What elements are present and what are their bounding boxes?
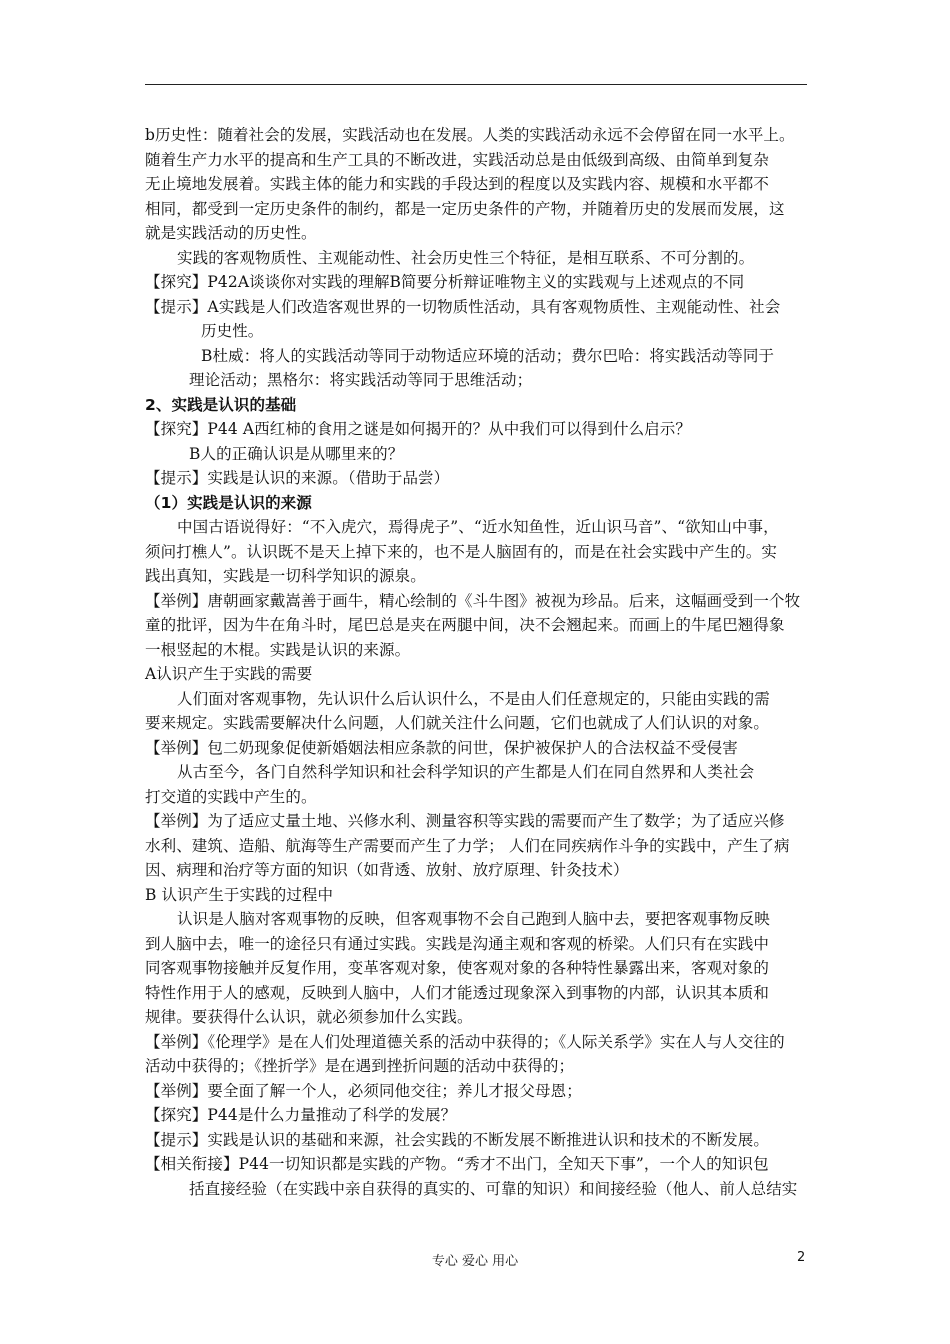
text-line: 童的批评，因为牛在角斗时，尾巴总是夹在两腿中间，决不会翘起来。而画上的牛尾巴翘得象 bbox=[145, 616, 785, 634]
text-line: 【举例】要全面了解一个人，必须同他交往；养儿才报父母恩； bbox=[145, 1081, 582, 1100]
section-heading: （1）实践是认识的来源 bbox=[145, 493, 312, 512]
text-line: 规律。要获得什么认识，就必须参加什么实践。 bbox=[145, 1008, 473, 1026]
text-line: 须问打樵人”。认识既不是天上掉下来的，也不是人脑固有的，而是在社会实践中产生的。实 bbox=[145, 542, 778, 561]
section-heading: 2、实践是认识的基础 bbox=[145, 395, 297, 414]
text-line: 人们面对客观事物，先认识什么后认识什么，不是由人们任意规定的，只能由实践的需 bbox=[177, 689, 770, 708]
text-line: 特性作用于人的感观，反映到人脑中，人们才能透过现象深入到事物的内部，认识其本质和 bbox=[145, 983, 770, 1002]
text-line: 水利、建筑、造船、航海等生产需要而产生了力学； 人们在同疾病作斗争的实践中，产生了病 bbox=[145, 836, 790, 855]
text-line: 践出真知，实践是一切科学知识的源泉。 bbox=[145, 567, 426, 585]
text-line: 理论活动；黑格尔：将实践活动等同于思维活动； bbox=[189, 371, 533, 389]
text-line: 【提示】实践是认识的基础和来源，社会实践的不断发展不断推进认识和技术的不断发展。 bbox=[145, 1130, 770, 1149]
text-line: 历史性。 bbox=[201, 322, 264, 340]
text-line: 要来规定。实践需要解决什么问题，人们就关注什么问题，它们也就成了人们认识的对象。 bbox=[145, 714, 770, 732]
text-line: 【举例】唐朝画家戴嵩善于画牛，精心绘制的《斗牛图》被视为珍品。后来，这幅画受到一个牧 bbox=[145, 591, 801, 610]
text-line: 活动中获得的；《挫折学》是在遇到挫折问题的活动中获得的； bbox=[145, 1057, 575, 1075]
text-line: 打交道的实践中产生的。 bbox=[145, 787, 317, 806]
text-line: 到人脑中去，唯一的途径只有通过实践。实践是沟通主观和客观的桥梁。人们只有在实践中 bbox=[145, 934, 770, 953]
text-line: 中国古语说得好：“不入虎穴，焉得虎子”、“近水知鱼性，近山识马音”、“欲知山中事， bbox=[177, 518, 779, 536]
text-line: 【探究】P44是什么力量推动了科学的发展？ bbox=[145, 1106, 457, 1124]
text-line: 同客观事物接触并反复作用，变革客观对象，使客观对象的各种特性暴露出来，客观对象的 bbox=[145, 959, 770, 977]
text-line: 【举例】包二奶现象促使新婚姻法相应条款的问世，保护被保护人的合法权益不受侵害 bbox=[145, 738, 738, 757]
text-line: 从古至今，各门自然科学知识和社会科学知识的产生都是人们在同自然界和人类社会 bbox=[177, 763, 755, 781]
text-line: A认识产生于实践的需要 bbox=[145, 665, 313, 683]
page-number: 2 bbox=[797, 1250, 806, 1265]
text-line: b历史性：随着社会的发展，实践活动也在发展。人类的实践活动永远不会停留在同一水平上。 bbox=[145, 126, 795, 144]
text-line: 随着生产力水平的提高和生产工具的不断改进，实践活动总是由低级到高级、由简单到复杂 bbox=[145, 150, 770, 169]
footer-text: 专心 爱心 用心 bbox=[431, 1254, 519, 1269]
text-line: 【提示】A实践是人们改造客观世界的一切物质性活动，具有客观物质性、主观能动性、社会 bbox=[145, 297, 781, 316]
text-line: 认识是人脑对客观事物的反映，但客观事物不会自己跑到人脑中去，要把客观事物反映 bbox=[177, 910, 770, 928]
text-line: 相同，都受到一定历史条件的制约，都是一定历史条件的产物，并随着历史的发展而发展，这 bbox=[145, 199, 785, 218]
text-line: 【探究】P44 A西红柿的食用之谜是如何揭开的？从中我们可以得到什么启示？ bbox=[145, 420, 691, 438]
text-line: 【举例】为了适应丈量土地、兴修水利、测量容积等实践的需要而产生了数学；为了适应兴修 bbox=[145, 812, 785, 830]
page-footer bbox=[0, 1250, 950, 1274]
text-line: B 认识产生于实践的过程中 bbox=[145, 885, 334, 904]
text-line: 【提示】实践是认识的来源。（借助于品尝） bbox=[145, 469, 450, 487]
text-line: 括直接经验（在实践中亲自获得的真实的、可靠的知识）和间接经验（他人、前人总结实 bbox=[189, 1179, 798, 1198]
text-line: 就是实践活动的历史性。 bbox=[145, 224, 317, 242]
document-body bbox=[145, 123, 813, 1201]
text-line: 实践的客观物质性、主观能动性、社会历史性三个特征，是相互联系、不可分割的。 bbox=[177, 248, 755, 267]
text-line: 因、病理和治疗等方面的知识（如背透、放射、放疗原理、针灸技术） bbox=[145, 861, 629, 879]
header-rule bbox=[145, 84, 807, 85]
text-line: B杜威：将人的实践活动等同于动物适应环境的活动；费尔巴哈：将实践活动等同于 bbox=[201, 346, 775, 365]
text-line: 【探究】P42A谈谈你对实践的理解B简要分析辩证唯物主义的实践观与上述观点的不同 bbox=[145, 273, 745, 291]
text-line: 【相关衔接】P44一切知识都是实践的产物。“秀才不出门，全知天下事”，一个人的知识包 bbox=[145, 1155, 769, 1173]
text-line: 无止境地发展着。实践主体的能力和实践的手段达到的程度以及实践内容、规模和水平都不 bbox=[145, 175, 770, 193]
text-line: 一根竖起的木棍。实践是认识的来源。 bbox=[145, 640, 411, 659]
text-line: 【举例】《伦理学》是在人们处理道德关系的活动中获得的；《人际关系学》实在人与人交往的 bbox=[145, 1032, 785, 1051]
text-line: B人的正确认识是从哪里来的？ bbox=[189, 444, 404, 463]
